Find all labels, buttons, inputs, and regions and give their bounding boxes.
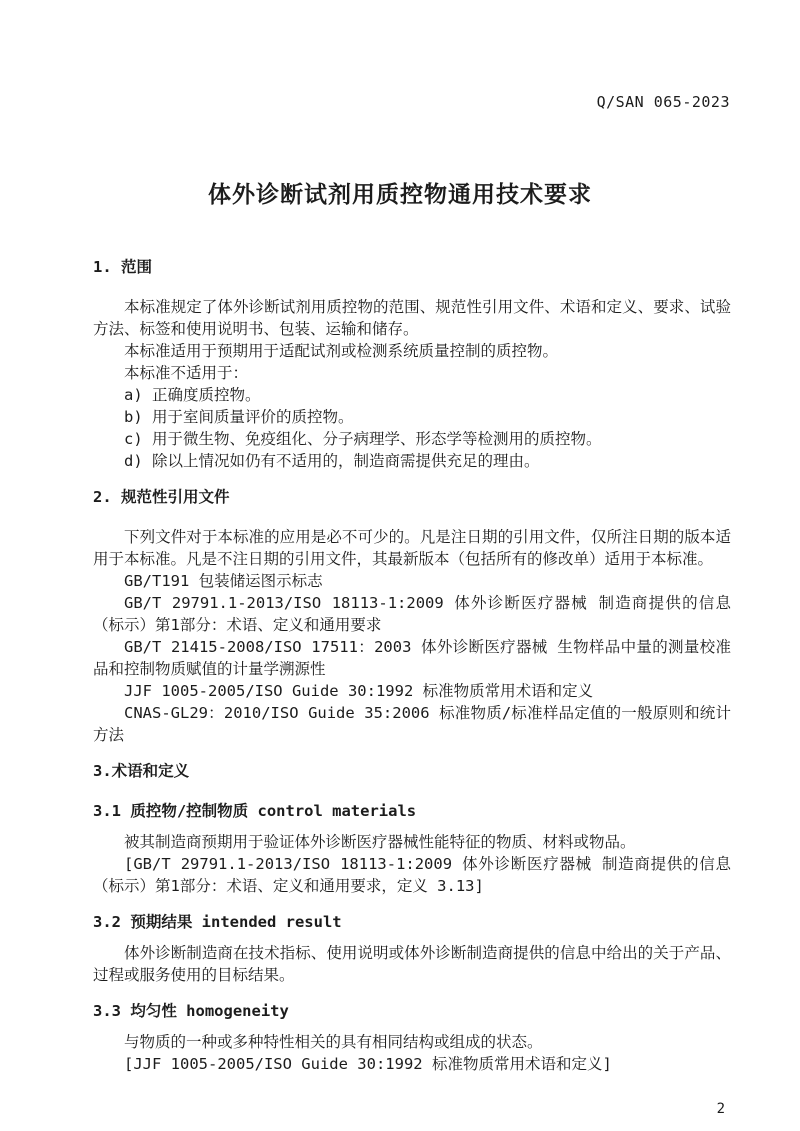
term-3-1-definition: 被其制造商预期用于验证体外诊断医疗器械性能特征的物质、材料或物品。 <box>124 833 636 851</box>
scope-list-item-b: b) 用于室间质量评价的质控物。 <box>124 408 354 426</box>
reference-item-jjf1005: JJF 1005-2005/ISO Guide 30:1992 标准物质常用术语和定义 <box>124 682 594 700</box>
scope-list-item-a: a) 正确度质控物。 <box>124 386 261 404</box>
reference-item-gbt21415: GB/T 21415-2008/ISO 17511：2003 体外诊断医疗器械 生物样品中量的测量校准品和控制物质赋值的计量学溯源性 <box>93 638 731 678</box>
document-body <box>93 256 731 1075</box>
page-number: 2 <box>716 1101 725 1117</box>
term-3-2-definition: 体外诊断制造商在技术指标、使用说明或体外诊断制造商提供的信息中给出的关于产品、过程或服务使用的目标结果。 <box>93 944 731 984</box>
term-3-3-heading: 3.3 均匀性 homogeneity <box>93 1002 289 1020</box>
section-terms-heading: 3.术语和定义 <box>93 762 190 780</box>
section-normative-references-heading: 2. 规范性引用文件 <box>93 488 230 506</box>
scope-paragraph-exclusions-lead: 本标准不适用于： <box>124 364 249 382</box>
scope-list-item-d: d) 除以上情况如仍有不适用的，制造商需提供充足的理由。 <box>124 452 540 470</box>
scope-paragraph-applicability: 本标准适用于预期用于适配试剂或检测系统质量控制的质控物。 <box>124 342 559 360</box>
term-3-2-heading: 3.2 预期结果 intended result <box>93 913 342 931</box>
references-paragraph-intro: 下列文件对于本标准的应用是必不可少的。凡是注日期的引用文件，仅所注日期的版本适用于本标准。凡是不注日期的引用文件，其最新版本（包括所有的修改单）适用于本标准。 <box>93 528 731 568</box>
doc-number: Q/SAN 065-2023 <box>596 93 730 111</box>
term-3-1-heading: 3.1 质控物/控制物质 control materials <box>93 802 417 820</box>
term-3-3-definition: 与物质的一种或多种特性相关的具有相同结构或组成的状态。 <box>124 1033 543 1051</box>
term-3-3-source: [JJF 1005-2005/ISO Guide 30:1992 标准物质常用术语和定义] <box>124 1055 612 1073</box>
scope-list-item-c: c) 用于微生物、免疫组化、分子病理学、形态学等检测用的质控物。 <box>124 430 602 448</box>
reference-item-gbt29791: GB/T 29791.1-2013/ISO 18113-1:2009 体外诊断医疗器械 制造商提供的信息（标示）第1部分：术语、定义和通用要求 <box>93 594 731 634</box>
term-3-1-source: [GB/T 29791.1-2013/ISO 18113-1:2009 体外诊断医疗器械 制造商提供的信息（标示）第1部分：术语、定义和通用要求，定义 3.13] <box>93 855 731 895</box>
reference-item-gbt191: GB/T191 包装储运图示标志 <box>124 572 323 590</box>
section-scope-heading: 1. 范围 <box>93 258 152 276</box>
page-title: 体外诊断试剂用质控物通用技术要求 <box>208 182 592 208</box>
reference-item-cnas-gl29: CNAS-GL29：2010/ISO Guide 35:2006 标准物质/标准样品定值的一般原则和统计方法 <box>93 704 731 744</box>
scope-paragraph-intro: 本标准规定了体外诊断试剂用质控物的范围、规范性引用文件、术语和定义、要求、试验方法、标签和使用说明书、包装、运输和储存。 <box>93 298 731 338</box>
